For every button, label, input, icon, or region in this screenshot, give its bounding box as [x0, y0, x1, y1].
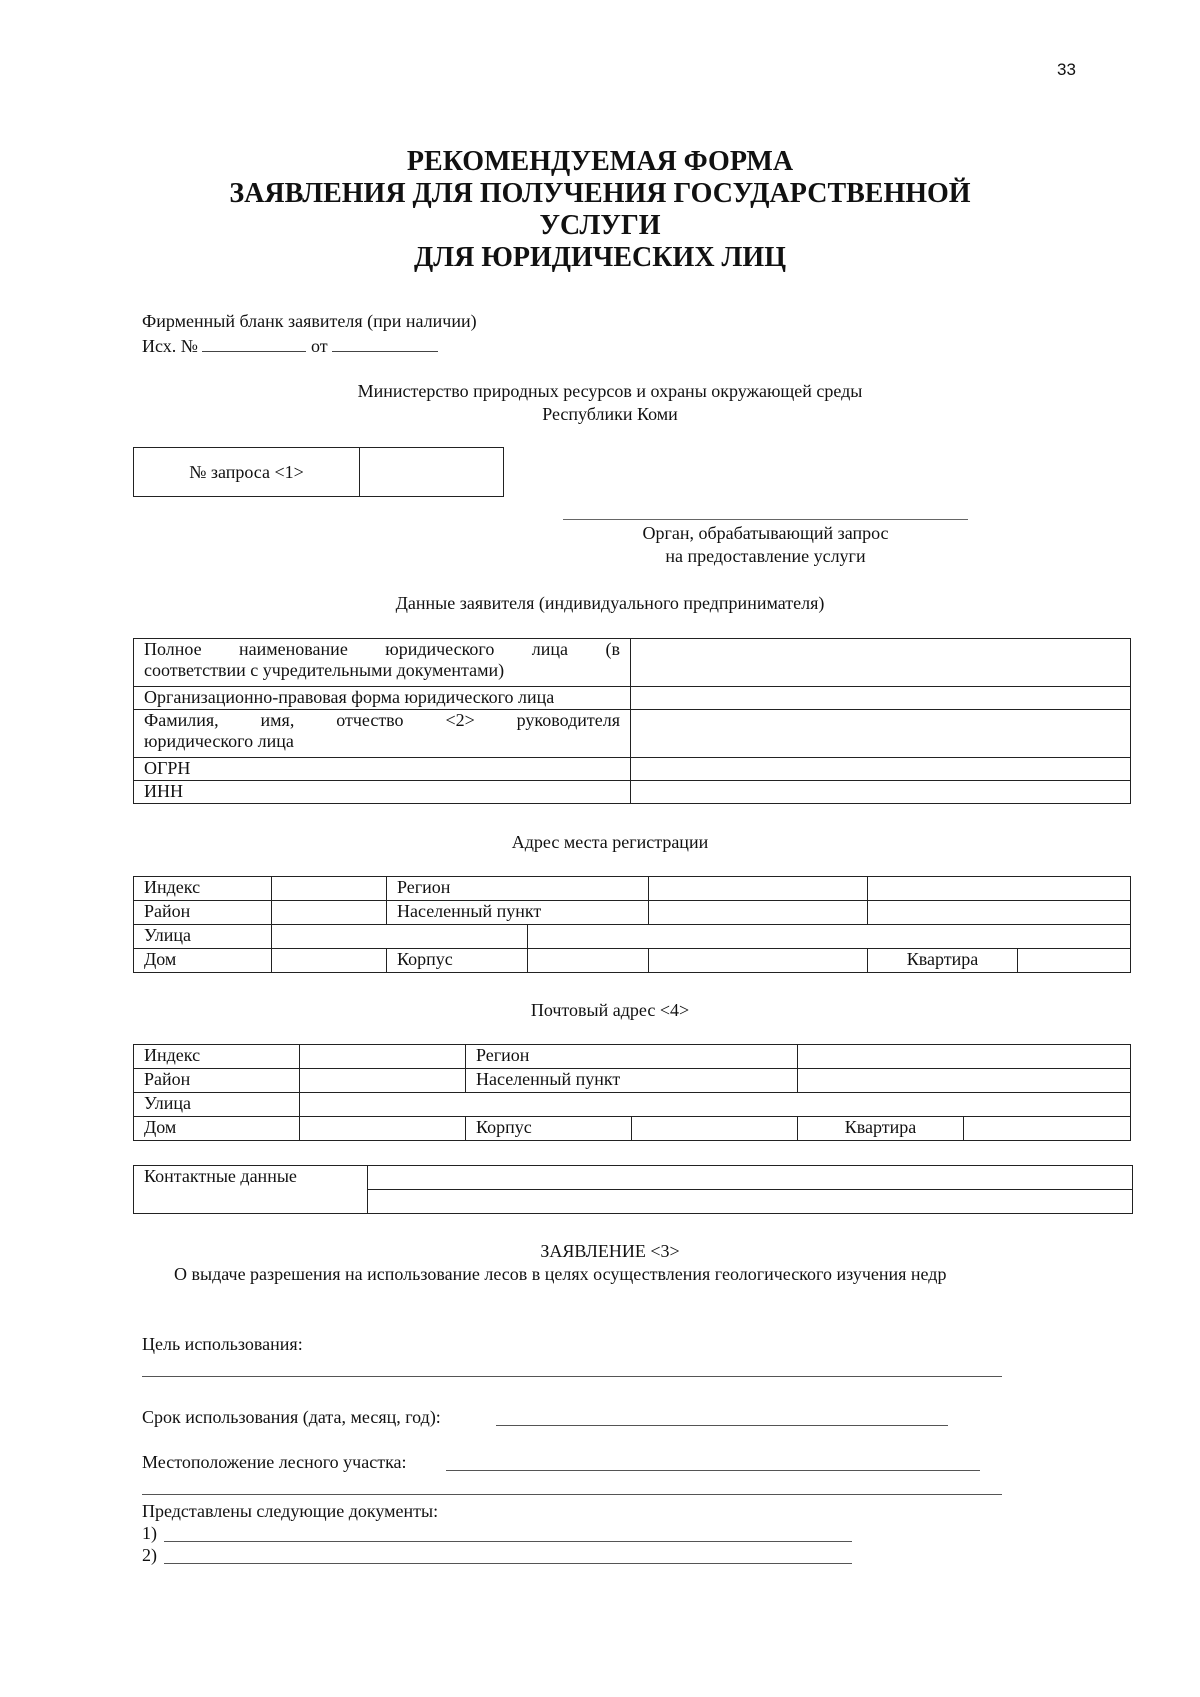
- postal-street-label: Улица: [134, 1093, 300, 1117]
- applicant-legal-form-field[interactable]: [631, 687, 1131, 710]
- reg-house-field[interactable]: [272, 949, 387, 973]
- term-field[interactable]: [496, 1425, 948, 1426]
- postal-region-label: Регион: [466, 1045, 798, 1069]
- table-row: [134, 687, 1131, 710]
- reg-locality-extra-field[interactable]: [868, 901, 1131, 925]
- postal-region-field[interactable]: [798, 1045, 1131, 1069]
- reg-street-field-a[interactable]: [272, 925, 528, 949]
- applicant-table: [133, 638, 1131, 804]
- authority-line-1: Орган, обрабатывающий запрос: [642, 523, 889, 543]
- applicant-row-text: соответствии с учредительными документами): [144, 660, 505, 680]
- request-number-table: [133, 447, 504, 497]
- title-line-3: УСЛУГИ: [539, 210, 661, 241]
- applicant-full-name-field[interactable]: [631, 639, 1131, 687]
- applicant-row-text: юридического лица: [144, 731, 294, 751]
- postal-address-table: [133, 1044, 1131, 1141]
- postal-house-label: Дом: [134, 1117, 300, 1141]
- reg-house-label: Дом: [134, 949, 272, 973]
- outgoing-date-label: от: [310, 336, 328, 356]
- document-item-2-field[interactable]: [164, 1563, 852, 1564]
- applicant-full-name-label: [134, 639, 631, 687]
- postal-house-field[interactable]: [300, 1117, 466, 1141]
- table-row: [134, 1045, 1131, 1069]
- postal-apartment-field[interactable]: [964, 1117, 1131, 1141]
- letterhead-label: Фирменный бланк заявителя (при наличии): [142, 311, 477, 331]
- table-row: [134, 1069, 1131, 1093]
- applicant-heading: Данные заявителя (индивидуального предпринимателя): [395, 593, 825, 613]
- reg-locality-field[interactable]: [649, 901, 868, 925]
- applicant-legal-form-label: Организационно-правовая форма юридического лица: [134, 687, 631, 710]
- reg-address-table: [133, 876, 1131, 973]
- authority-line-2: на предоставление услуги: [665, 546, 866, 566]
- reg-building-label: Корпус: [387, 949, 528, 973]
- documents-label: Представлены следующие документы:: [142, 1501, 439, 1521]
- reg-region-label: Регион: [387, 877, 649, 901]
- table-row: [134, 1166, 1133, 1190]
- title-line-4: ДЛЯ ЮРИДИЧЕСКИХ ЛИЦ: [414, 242, 786, 273]
- purpose-label: Цель использования:: [142, 1334, 303, 1354]
- outgoing-date-field[interactable]: [332, 333, 438, 352]
- postal-apartment-label: Квартира: [798, 1117, 964, 1141]
- applicant-ogrn-label: ОГРН: [134, 758, 631, 781]
- reg-region-extra-field[interactable]: [868, 877, 1131, 901]
- table-row: [134, 949, 1131, 973]
- table-row: [134, 925, 1131, 949]
- table-row: [134, 781, 1131, 804]
- postal-address-heading: Почтовый адрес <4>: [530, 1000, 690, 1020]
- applicant-row-text: Фамилия, имя, отчество <2> руководителя: [144, 710, 620, 730]
- postal-street-field[interactable]: [300, 1093, 1131, 1117]
- document-item-1-field[interactable]: [164, 1541, 852, 1542]
- reg-street-label: Улица: [134, 925, 272, 949]
- applicant-inn-label: ИНН: [134, 781, 631, 804]
- purpose-field[interactable]: [142, 1376, 1002, 1377]
- reg-locality-label: Населенный пункт: [387, 901, 649, 925]
- reg-district-field[interactable]: [272, 901, 387, 925]
- reg-address-heading: Адрес места регистрации: [511, 832, 709, 852]
- reg-building-field[interactable]: [528, 949, 649, 973]
- reg-building-extra-field[interactable]: [649, 949, 868, 973]
- postal-index-field[interactable]: [300, 1045, 466, 1069]
- table-row: [134, 639, 1131, 687]
- reg-apartment-label: Квартира: [868, 949, 1018, 973]
- ministry-line-1: Министерство природных ресурсов и охраны окружающей среды: [357, 381, 863, 401]
- postal-building-label: Корпус: [466, 1117, 632, 1141]
- applicant-inn-field[interactable]: [631, 781, 1131, 804]
- request-number-label: № запроса <1>: [134, 448, 360, 497]
- applicant-director-label: [134, 710, 631, 758]
- applicant-director-field[interactable]: [631, 710, 1131, 758]
- table-row: [134, 901, 1131, 925]
- contacts-field-2[interactable]: [368, 1190, 1133, 1214]
- applicant-ogrn-field[interactable]: [631, 758, 1131, 781]
- location-field[interactable]: [446, 1470, 980, 1471]
- table-row: [134, 877, 1131, 901]
- contacts-field-1[interactable]: [368, 1166, 1133, 1190]
- title-line-1: РЕКОМЕНДУЕМАЯ ФОРМА: [406, 146, 794, 177]
- postal-district-label: Район: [134, 1069, 300, 1093]
- term-label: Срок использования (дата, месяц, год):: [142, 1407, 441, 1427]
- authority-signature-line[interactable]: [563, 519, 968, 520]
- postal-locality-field[interactable]: [798, 1069, 1131, 1093]
- outgoing-number-line: [142, 333, 438, 357]
- title-line-2: ЗАЯВЛЕНИЯ ДЛЯ ПОЛУЧЕНИЯ ГОСУДАРСТВЕННОЙ: [229, 178, 971, 209]
- table-row: [134, 710, 1131, 758]
- location-field-line-2[interactable]: [142, 1494, 1002, 1495]
- table-row: [134, 1093, 1131, 1117]
- reg-street-field-b[interactable]: [528, 925, 1131, 949]
- location-label: Местоположение лесного участка:: [142, 1452, 407, 1472]
- outgoing-number-label: Исх. №: [142, 336, 198, 356]
- page-number: 33: [1057, 60, 1076, 79]
- applicant-row-text: Полное наименование юридического лица (в: [144, 639, 620, 659]
- table-row: [134, 1117, 1131, 1141]
- ministry-line-2: Республики Коми: [542, 404, 678, 424]
- contacts-table: [133, 1165, 1133, 1214]
- request-number-field[interactable]: [360, 448, 504, 497]
- document-item-2-label: 2): [142, 1545, 157, 1565]
- postal-building-field[interactable]: [632, 1117, 798, 1141]
- reg-region-field[interactable]: [649, 877, 868, 901]
- statement-heading: ЗАЯВЛЕНИЕ <3>: [540, 1241, 680, 1261]
- reg-index-label: Индекс: [134, 877, 272, 901]
- reg-apartment-field[interactable]: [1018, 949, 1131, 973]
- reg-index-field[interactable]: [272, 877, 387, 901]
- postal-locality-label: Населенный пункт: [466, 1069, 798, 1093]
- postal-index-label: Индекс: [134, 1045, 300, 1069]
- contacts-label: Контактные данные: [134, 1166, 368, 1214]
- postal-district-field[interactable]: [300, 1069, 466, 1093]
- document-item-1-label: 1): [142, 1523, 157, 1543]
- reg-district-label: Район: [134, 901, 272, 925]
- statement-subject: О выдаче разрешения на использование лесов в целях осуществления геологического изучения недр: [174, 1264, 947, 1284]
- table-row: [134, 758, 1131, 781]
- outgoing-number-field[interactable]: [202, 333, 306, 352]
